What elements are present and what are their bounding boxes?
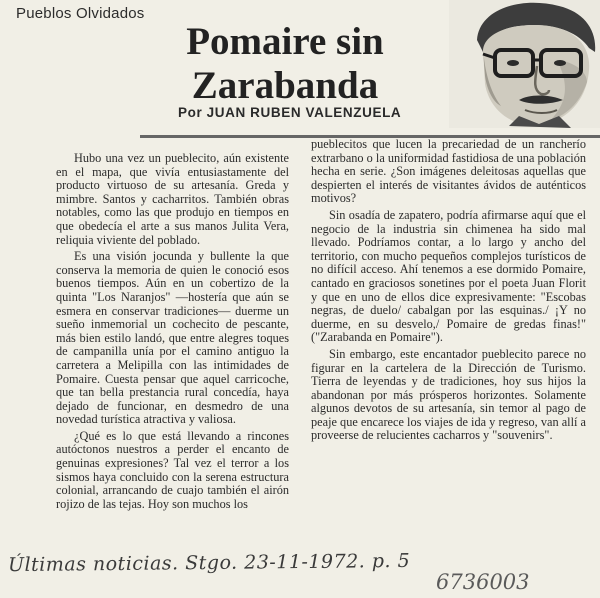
- catalog-number: 6736003: [436, 570, 530, 594]
- handwritten-source-note: Últimas noticias. Stgo. 23-11-1972. p. 5: [7, 549, 411, 577]
- article-title: [150, 20, 420, 108]
- byline: Por JUAN RUBEN VALENZUELA: [178, 105, 402, 120]
- author-portrait-image: [449, 0, 600, 128]
- title-line-2: Zarabanda: [191, 64, 379, 107]
- paragraph: Es una visión jocunda y bullente la que conserva la memoria de quien le conoció esos buenos tiempos. Aún en un cobertizo de la quinta "Los Naranjos" —hostería que aún se esmera en conservar tradiciones— duerme un sueño inmemorial un cochecito de pescante, más bien estilo landó, que entre alegres toques de campanilla unía por el camino antiguo la carretera a Melipilla con las intimidades de Pomaire. Cuesta pensar que aquel carricoche, que tan bella prestancia rural concedía, haya dejado de funcionar, en desmedro de una novedad turística atractiva y valiosa.: [56, 249, 289, 427]
- section-label: Pueblos Olvidados: [16, 5, 145, 22]
- paragraph: Sin embargo, este encantador pueblecito parece no figurar en la cartelera de la Dirección de Turismo. Tierra de leyendas y de tradiciones, hoy sus hijos la abandonan por más prósperos horizontes. Solamente algunos devotos de su artesanía, sin temor al pago de peaje que encarece los viajes de ida y regreso, van allí a proveerse de relucientes cacharros y "souvenirs".: [311, 346, 586, 443]
- article-column-left: [56, 152, 289, 511]
- paragraph: ¿Qué es lo que está llevando a rincones autóctonos nuestros a perder el encanto de genuinas expresiones? Tal vez el terror a los sismos haya concluido con la serena estructura colonial, arrancando de cuajo también el airón rojizo de las tejas. Hoy son muchos los: [56, 428, 289, 511]
- author-photo: [449, 0, 600, 128]
- paragraph: Hubo una vez un pueblecito, aún existente en el mapa, que vivía entusiastamente del producto virtuoso de su artesanía. Greda y mimbre. Santos y cacharritos. También obras notables, como las que produjo en tiempos en que obedecía el arte a sus manos Julita Vera, reliquia viviente del poblado.: [56, 151, 289, 247]
- paragraph: Sin osadía de zapatero, podría afirmarse aquí que el negocio de la industria sin chimenea ha sido mal llevado. Podríamos contar, a lo largo y ancho del territorio, con mucho pequeños complejos turísticos de no difícil acceso. Ahí tenemos a ese dormido Pomaire, cantado en graciosos sonetines por el poeta Juan Florit y que en uno de ellos dice expresivamente: "Escobas negras, de duelo/ cabalgan por las esquinas./ ¡Y no duerme, en su desvelo,/ Pomaire de gredas finas!" ("Zarabanda en Pomaire").: [311, 207, 586, 345]
- article-column-right: [311, 138, 586, 443]
- title-line-1: Pomaire sin: [186, 20, 384, 63]
- paragraph: pueblecitos que lucen la precariedad de un rancherío extrarbano o la uniformidad fastidiosa de una población hecha en serie. ¿Son imágenes deleitosas aquellas que despierten el interés de visitantes ávidos de auténticos motivos?: [311, 137, 586, 206]
